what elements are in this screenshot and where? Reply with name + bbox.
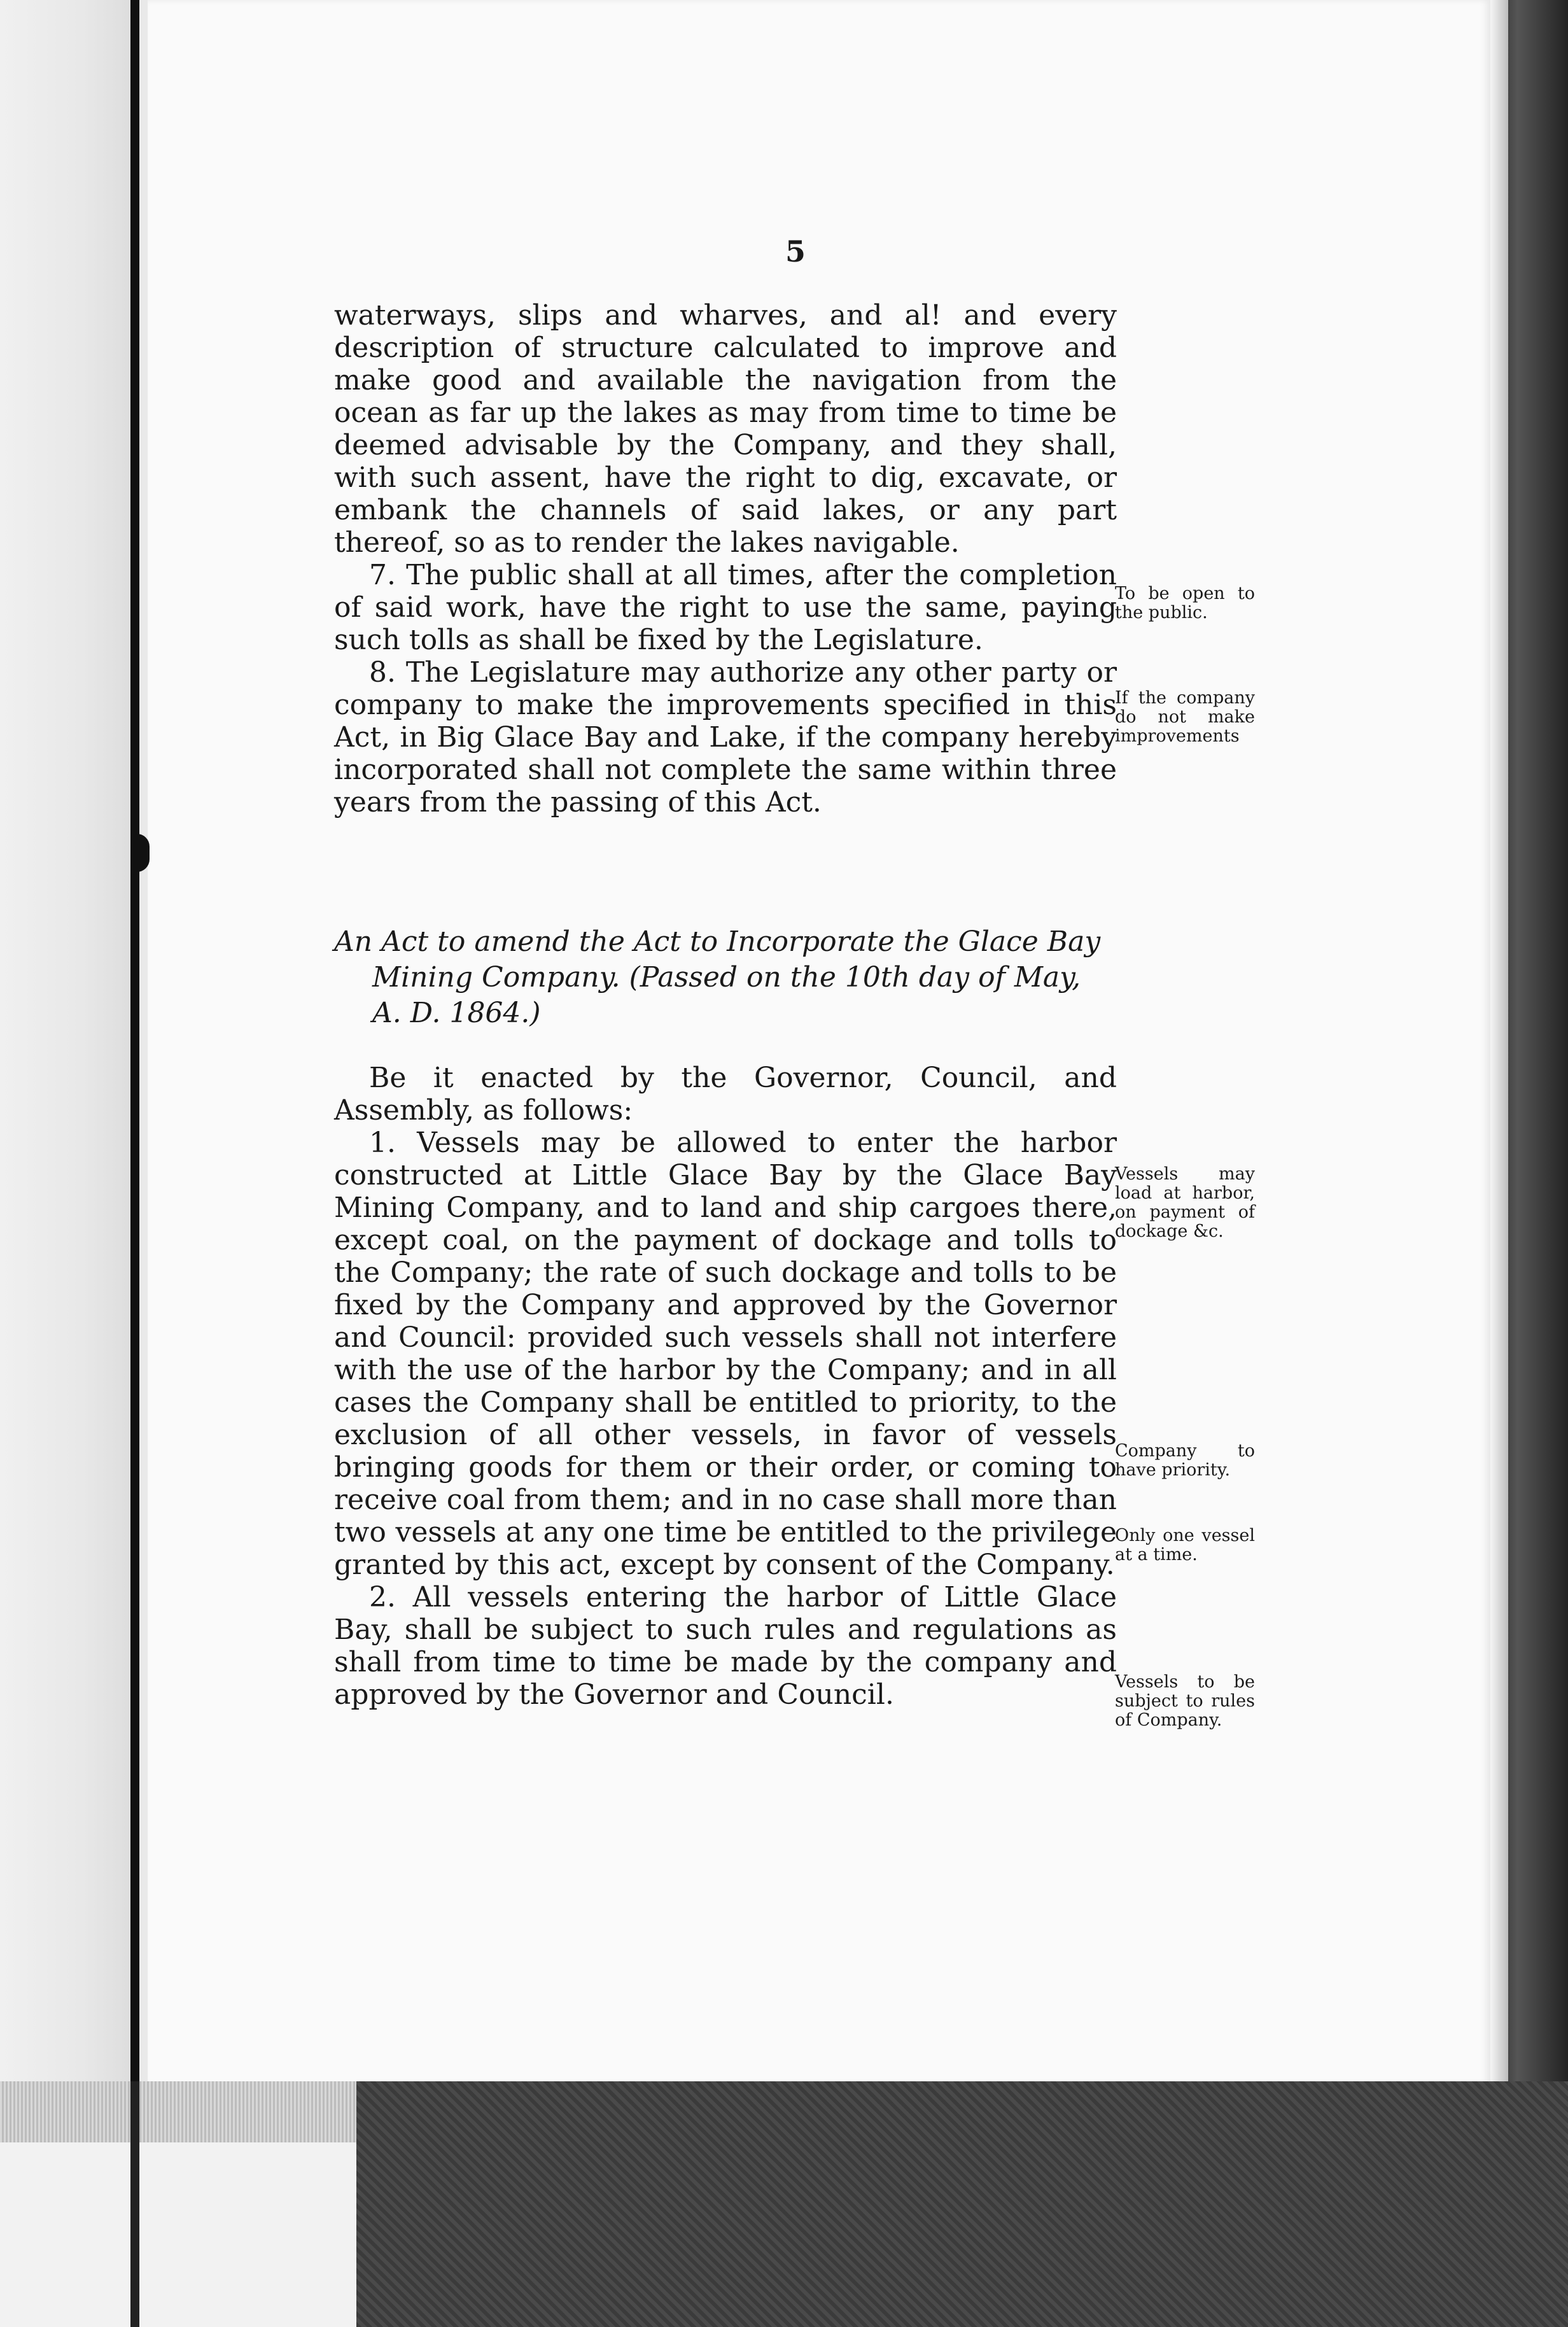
section-two-text bbox=[334, 1062, 1117, 1711]
scan-bottom-strip bbox=[0, 2081, 356, 2142]
clause-8: 8. The Legislature may authorize any other party or company to make the improvements specified in this Act, in Big Glace Bay and Lake, if the company hereby incorporated shall not complete the same within three years from the passing of this Act. bbox=[334, 656, 1117, 819]
margin-note-other-party: If the company do not make improvements bbox=[1115, 688, 1255, 746]
margin-note-rules: Vessels to be subject to rules of Company. bbox=[1115, 1672, 1255, 1730]
margin-note-priority: Company to have priority. bbox=[1115, 1441, 1255, 1480]
enacting-clause: Be it enacted by the Governor, Council, and Assembly, as follows: bbox=[334, 1062, 1117, 1127]
clause-7: 7. The public shall at all times, after the completion of said work, have the right to use the same, paying such tolls as shall be fixed by the Legislature. bbox=[334, 559, 1117, 656]
clause-2: 2. All vessels entering the harbor of Little Glace Bay, shall be subject to such rules and regulations as shall from time to time be made by the company and approved by the Governor and Council. bbox=[334, 1581, 1117, 1711]
margin-note-public-access: To be open to the public. bbox=[1115, 584, 1255, 622]
act-heading bbox=[334, 924, 1117, 1031]
act-heading-line-1: An Act to amend the Act to Incorporate the Glace Bay bbox=[334, 925, 1101, 958]
binding-notch bbox=[130, 834, 150, 872]
page-edge-shadow bbox=[1490, 0, 1508, 2094]
section-one-text bbox=[334, 299, 1117, 819]
scan-bottom-background bbox=[356, 2081, 1568, 2327]
clause-1: 1. Vessels may be allowed to enter the harbor constructed at Little Glace Bay by the Glace Bay Mining Company, and to land and ship cargoes there, except coal, on the payment of dockage and tolls to the Company; the rate of such dockage and tolls to be fixed by the Company and approved by the Governor and Council: provided such vessels shall not interfere with the use of the harbor by the Company; and in all cases the Company shall be entitled to priority, to the exclusion of all other vessels, in favor of vessels bringing goods for them or their order, or coming to receive coal from them; and in no case shall more than two vessels at any one time be entitled to the privilege granted by this act, except by consent of the Company. bbox=[334, 1127, 1117, 1581]
binding-line bbox=[130, 0, 139, 2094]
act-heading-line-3: A. D. 1864.) bbox=[372, 997, 541, 1029]
act-heading-line-2: Mining Company. (Passed on the 10th day of May, bbox=[372, 961, 1081, 994]
margin-note-only-one-vessel: Only one vessel at a time. bbox=[1115, 1526, 1255, 1564]
page-number: 5 bbox=[785, 234, 806, 269]
binding-line-bottom bbox=[130, 2081, 139, 2327]
margin-note-vessels-load: Vessels may load at harbor, on payment of dockage &c. bbox=[1115, 1164, 1255, 1241]
scan-left-margin bbox=[0, 0, 137, 2327]
opening-paragraph: waterways, slips and wharves, and al! and every description of structure calculated to improve and make good and available the navigation from the ocean as far up the lakes as may from time to time be deemed advisable by the Company, and they shall, with such assent, have the right to dig, excavate, or embank the channels of said lakes, or any part thereof, so as to render the lakes navigable. bbox=[334, 299, 1117, 559]
scan-bottom-left bbox=[0, 2142, 356, 2327]
